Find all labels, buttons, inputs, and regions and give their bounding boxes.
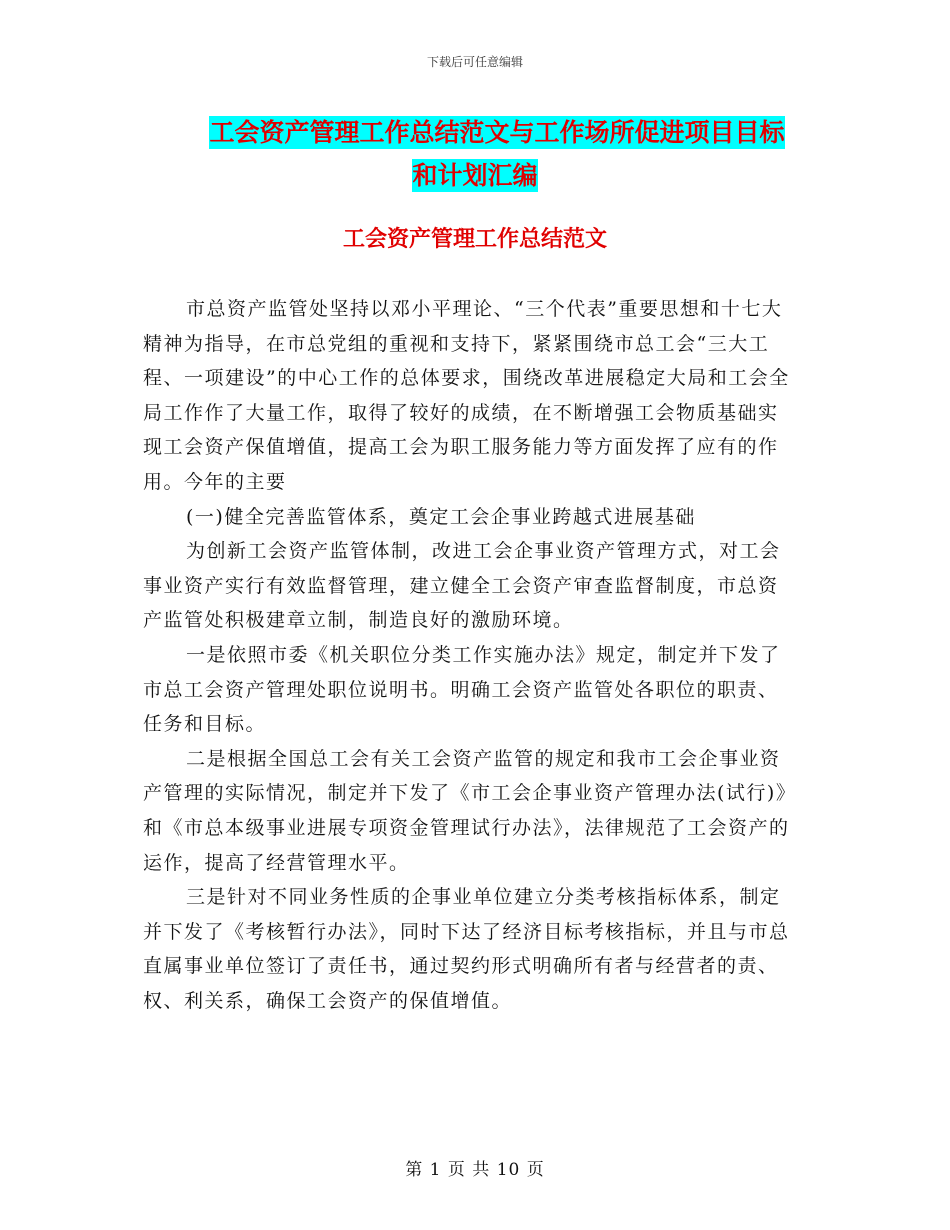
paragraph: 为创新工会资产监管体制，改进工会企事业资产管理方式，对工会事业资产实行有效监督管理，建立健全工会资产审查监督制度，市总资产监管处积极建章立制，制造良好的激励环境。 [143, 540, 781, 632]
document-title-text-1: 工会资产管理工作总结范文与工作场所促进项目目标 [209, 118, 785, 147]
document-title-line-1 [22, 113, 950, 149]
paragraph: 市总资产监管处坚持以邓小平理论、“三个代表”重要思想和十七大精神为指导，在市总党组的重视和支持下，紧紧围绕市总工会“三大工程、一项建设”的中心工作的总体要求，围绕改革进展稳定大局和工会全局工作作了大量工作，取得了较好的成绩，在不断增强工会物质基础实现工会资产保值增值，提高工会为职工服务能力等方面发挥了应有的作用。今年的主要 [143, 298, 790, 493]
paragraph: (一)健全完善监管体系，奠定工会企事业跨越式进展基础 [186, 505, 696, 528]
page-footer: 第 1 页 共 10 页 [405, 1160, 545, 1180]
document-title-text-2: 和计划汇编 [412, 161, 538, 190]
paragraph: 三是针对不同业务性质的企事业单位建立分类考核指标体系，制定并下发了《考核暂行办法》，同时下达了经济目标考核指标，并且与市总直属事业单位签订了责任书，通过契约形式明确所有者与经营者的责、权、利关系，确保工会资产的保值增值。 [143, 886, 790, 1012]
document-body [143, 292, 798, 1018]
document-title-line-2 [0, 156, 950, 192]
paragraph: 二是根据全国总工会有关工会资产监管的规定和我市工会企事业资产管理的实际情况，制定并下发了《市工会企事业资产管理办法(试行)》和《市总本级事业进展专项资金管理试行办法》，法律规范了工会资产的运作，提高了经营管理水平。 [143, 747, 797, 874]
paragraph: 一是依照市委《机关职位分类工作实施办法》规定，制定并下发了市总工会资产管理处职位说明书。明确工会资产监管处各职位的职责、任务和目标。 [143, 643, 781, 736]
section-title: 工会资产管理工作总结范文 [342, 227, 607, 252]
header-note: 下载后可任意编辑 [426, 55, 523, 69]
